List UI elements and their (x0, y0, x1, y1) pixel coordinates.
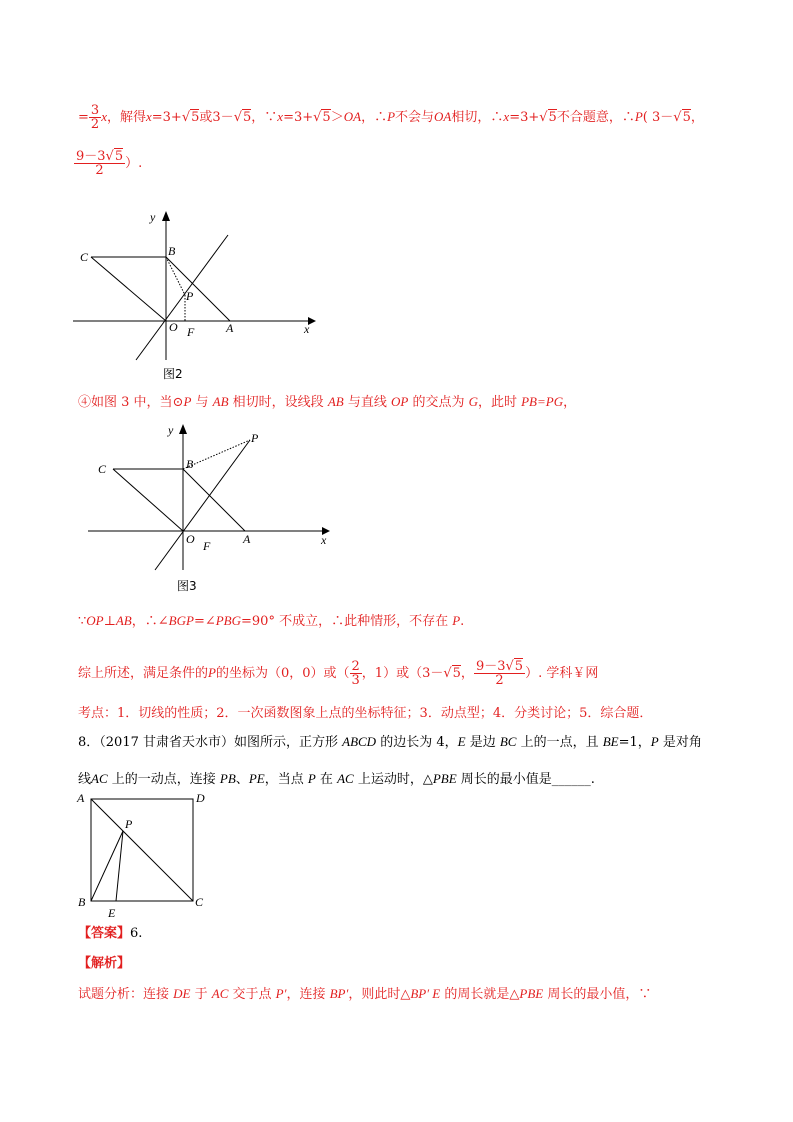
line-op (136, 235, 228, 360)
label-b: B (168, 244, 176, 258)
fraction-three-halves: $\frac{3}{2}$ (90, 103, 100, 132)
answer-value: 6. (130, 926, 143, 941)
answer-blank: ______ (551, 772, 591, 787)
label-x: x (304, 322, 310, 336)
analysis-line-1: 试题分析：连接 DE 于 AC 交于点 P′，连接 BP′，则此时△BP′ E 的周长就是△PBE 周长的最小值，∵ (78, 986, 652, 1002)
square-diagram (74, 790, 214, 920)
label-a: A (243, 532, 251, 546)
sqrt-sign: √ (233, 110, 242, 125)
knowledge-points: 考点：1．切线的性质；2．一次函数图象上点的坐标特征；3．动点型；4．分类讨论；5．综合题． (78, 706, 653, 721)
analysis-label: 【解析】 (78, 956, 131, 971)
solution-line-1: = $\frac{3}{2}$ x，解得x=3+√5或3－√5，∵x=3+√5＞OA，∴P不会与OA相切，∴x=3+√5不合题意，∴P( 3－√5， (78, 103, 704, 132)
label-a: A (226, 321, 234, 335)
label-f: F (203, 539, 211, 553)
diagonal-ac (91, 799, 193, 901)
label-c: C (195, 895, 204, 909)
answer-label: 【答案】 (78, 926, 131, 941)
sqrt-sign: √ (443, 666, 452, 681)
figure-3-diagram (85, 420, 335, 580)
fraction-two-thirds: $\frac{2}{3}$ (351, 659, 360, 688)
figure-square (74, 790, 214, 920)
segment-pb (91, 831, 123, 901)
figure-2 (70, 205, 320, 381)
answer-line (78, 925, 142, 943)
fraction-nine-minus-three-root-five: $\frac{9-3√5}{2}$ (76, 149, 124, 178)
label-d: D (196, 791, 205, 805)
label-a: A (77, 791, 85, 805)
figure-3 (85, 420, 335, 593)
label-b: B (78, 895, 86, 909)
label-c: C (80, 250, 89, 264)
figure-2-diagram (70, 205, 320, 365)
label-o: O (169, 320, 178, 334)
figure-3-caption: 图3 (177, 579, 197, 593)
label-f: F (187, 325, 195, 339)
label-e: E (108, 906, 116, 920)
segment-bp-dotted (166, 257, 185, 295)
label-y: y (168, 423, 174, 437)
segment-ba (166, 257, 230, 321)
label-p: P (186, 289, 194, 303)
label-p: P (251, 431, 259, 445)
sqrt-sign: √ (181, 110, 191, 125)
fraction-nine-minus-three-root-five: $\frac{9-3√5}{2}$ (475, 659, 524, 688)
label-b: B (186, 457, 194, 471)
question-8-line-2: 线AC 上的一动点，连接 PB、PE，当点 P 在 AC 上运动时，△PBE 周长的最小值是______. (78, 771, 595, 787)
segment-pe (116, 831, 123, 901)
segment-co (113, 469, 183, 531)
sqrt-sign: √ (313, 110, 322, 125)
label-x: x (321, 533, 327, 547)
sqrt-sign: √ (673, 110, 682, 125)
label-p: P (125, 817, 133, 831)
y-axis-arrow-icon (179, 424, 187, 434)
label-c: C (98, 462, 107, 476)
sqrt-sign: √ (539, 110, 548, 125)
solution-line-3: ④如图 3 中，当⊙P 与 AB 相切时，设线段 AB 与直线 OP 的交点为 G，此时 PB=PG， (78, 394, 577, 410)
question-8-line-1: 8．（2017 甘肃省天水市）如图所示，正方形 ABCD 的边长为 4，E 是边 BC 上的一点，且 BE=1，P 是对角 (78, 734, 702, 750)
solution-line-2: $\frac{9-3√5}{2}$ ）. (76, 149, 143, 178)
solution-line-4: ∵OP⊥AB，∴∠BGP=∠PBG=90° 不成立，∴此种情形，不存在 P. (78, 613, 465, 629)
label-o: O (186, 532, 195, 546)
segment-ba (183, 469, 245, 531)
y-axis-arrow-icon (162, 211, 170, 221)
segment-co (91, 257, 166, 321)
figure-2-caption: 图2 (163, 367, 183, 381)
label-y: y (150, 210, 156, 224)
solution-line-5: 综上所述，满足条件的P的坐标为（0，0）或（ $\frac{2}{3}$ ，1）或（3－√5， $\frac{9-3√5}{2}$ ）. 学科￥网 (78, 659, 599, 688)
